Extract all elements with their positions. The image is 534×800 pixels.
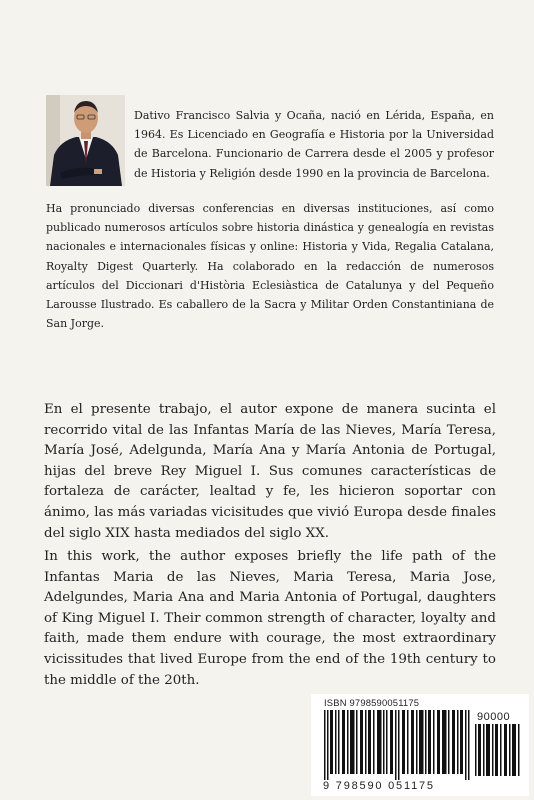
synopsis-english: In this work, the author exposes briefly the life path of the Infantas Maria de las Nieves, Maria Teresa, Maria Jose, Adelgundes, Maria Ana and Maria Antonia of Portugal, daughters of King Miguel I. Their common strength of character, loyalty and faith, made them endure with courage, the most extraordinary vicissitudes that lived Europe from the end of the 19th century to the middle of the 20th.: [44, 549, 496, 688]
isbn-barcode: [311, 694, 529, 796]
barcode-digits: 9 798590 051175: [323, 780, 435, 792]
price-barcode-bars: [475, 724, 521, 776]
isbn-label: ISBN 9798590051175: [324, 697, 420, 708]
ean-barcode-bars: [324, 710, 470, 780]
author-photo: [46, 95, 125, 186]
price-code: 90000: [477, 711, 511, 723]
author-bio-continued: Ha pronunciado diversas conferencias en diversas instituciones, así como publicado numerosos artículos sobre historia dinástica y genealogía en revistas nacionales e internacionales físicas y online: Historia y Vida, Regalia Catalana, Royalty Digest Quarterly. Ha colaborado en la redacción de numerosos artículos del Diccionari d'Història Eclesiàstica de Catalunya y del Pequeño Larousse Ilustrado. Es caballero de la Sacra y Militar Orden Constantiniana de San Jorge.: [46, 202, 494, 331]
synopsis-spanish: En el presente trabajo, el autor expone de manera sucinta el recorrido vital de las Infantas María de las Nieves, María Teresa, María José, Adelgunda, María Ana y María Antonia de Portugal, hijas del breve Rey Miguel I. Sus comunes características de fortaleza de carácter, lealtad y fe, les hicieron soportar con ánimo, las más variadas vicisitudes que vivió Europa desde finales del siglo XIX hasta mediados del siglo XX.: [44, 402, 496, 541]
author-bio: Dativo Francisco Salvia y Ocaña, nació en Lérida, España, en 1964. Es Licenciado en Geografía e Historia por la Universidad de Barcelona. Funcionario de Carrera desde el 2005 y profesor de Historia y Religión desde 1990 en la provincia de Barcelona.: [134, 109, 494, 180]
